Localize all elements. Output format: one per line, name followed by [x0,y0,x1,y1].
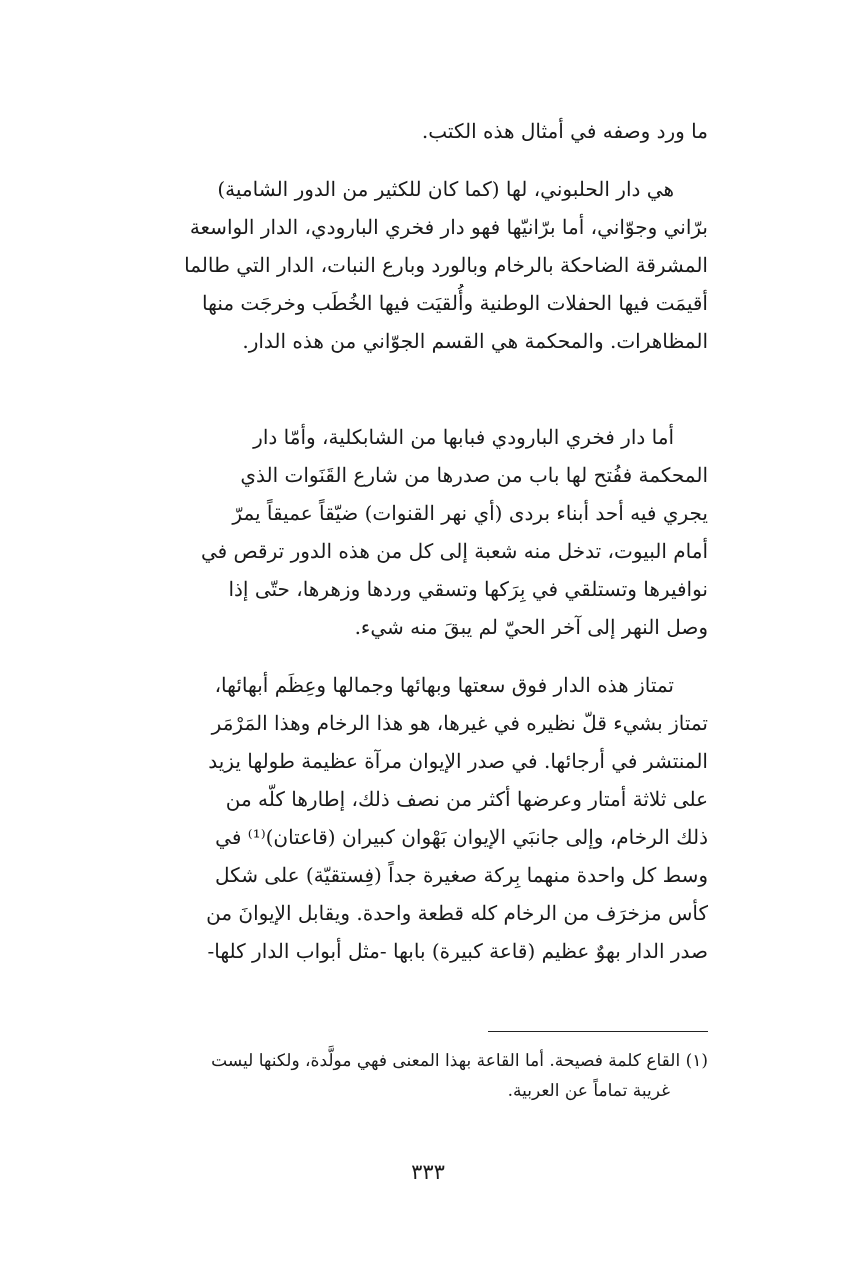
text-line: برّاني وجوّاني، أما برّانيّها فهو دار فخري البارودي، الدار الواسعة [189,215,708,239]
text-line: أمام البيوت، تدخل منه شعبة إلى كل من هذه الدور ترقص في [200,539,708,563]
text-line: وصل النهر إلى آخر الحيّ لم يبقَ منه شيء. [354,615,708,639]
text-line: أما دار فخري البارودي فبابها من الشابكلية، وأمّا دار [253,425,674,449]
text-line: أقيمَت فيها الحفلات الوطنية وأُلقيَت فيها الخُطَب وخرجَت منها [202,291,708,315]
text-line: ذلك الرخام، وإلى جانبَي الإيوان بَهْوان كبيران (قاعتان)⁽¹⁾ في [215,825,708,849]
text-line: تمتاز هذه الدار فوق سعتها وبهائها وجمالها وعِظَم أبهائها، [214,673,674,697]
text-line: وسط كل واحدة منهما بِركة صغيرة جداً (فِستقيّة) على شكل [215,863,708,887]
text-line: يجري فيه أحد أبناء بردى (أي نهر القنوات) ضيّقاً عميقاً يمرّ [232,501,708,525]
footnote [146,1046,708,1106]
footnote-line: غريبة تماماً عن العربية. [507,1081,670,1101]
text-line: على ثلاثة أمتار وعرضها أكثر من نصف ذلك، إطارها كلّه من [225,787,708,811]
text-line: هي دار الحلبوني، لها (كما كان للكثير من الدور الشامية) [217,177,674,201]
text-line: المظاهرات. والمحكمة هي القسم الجوّاني من هذه الدار. [242,329,708,353]
footnote-line: (١) القاع كلمة فصيحة. أما القاعة بهذا المعنى فهي مولَّدة، ولكنها ليست [211,1051,708,1071]
intro-paragraph [146,112,708,150]
paragraph-1 [146,170,708,360]
paragraph-2 [146,418,708,646]
text-line: كأس مزخرَف من الرخام كله قطعة واحدة. ويقابل الإيوانَ من [206,901,708,925]
paragraph-3 [146,666,708,970]
text-line: نوافيرها وتستلقي في بِرَكها وتسقي وردها وزهرها، حتّى إذا [228,577,708,601]
text-line: المحكمة ففُتح لها باب من صدرها من شارع القَنَوات الذي [240,463,708,487]
footnote-separator [488,1031,708,1032]
text-line: المنتشر في أرجائها. في صدر الإيوان مرآة عظيمة طولها يزيد [208,749,708,773]
text-line: المشرقة الضاحكة بالرخام وبالورد وبارع النبات، الدار التي طالما [184,253,708,277]
page-number: ٣٣٣ [411,1160,445,1184]
text-line: ما ورد وصفه في أمثال هذه الكتب. [421,119,708,143]
text-line: صدر الدار بهوٌ عظيم (قاعة كبيرة) بابها -مثل أبواب الدار كلها- [207,939,708,963]
text-line: تمتاز بشيء قلّ نظيره في غيرها، هو هذا الرخام وهذا المَرْمَر [211,711,708,735]
